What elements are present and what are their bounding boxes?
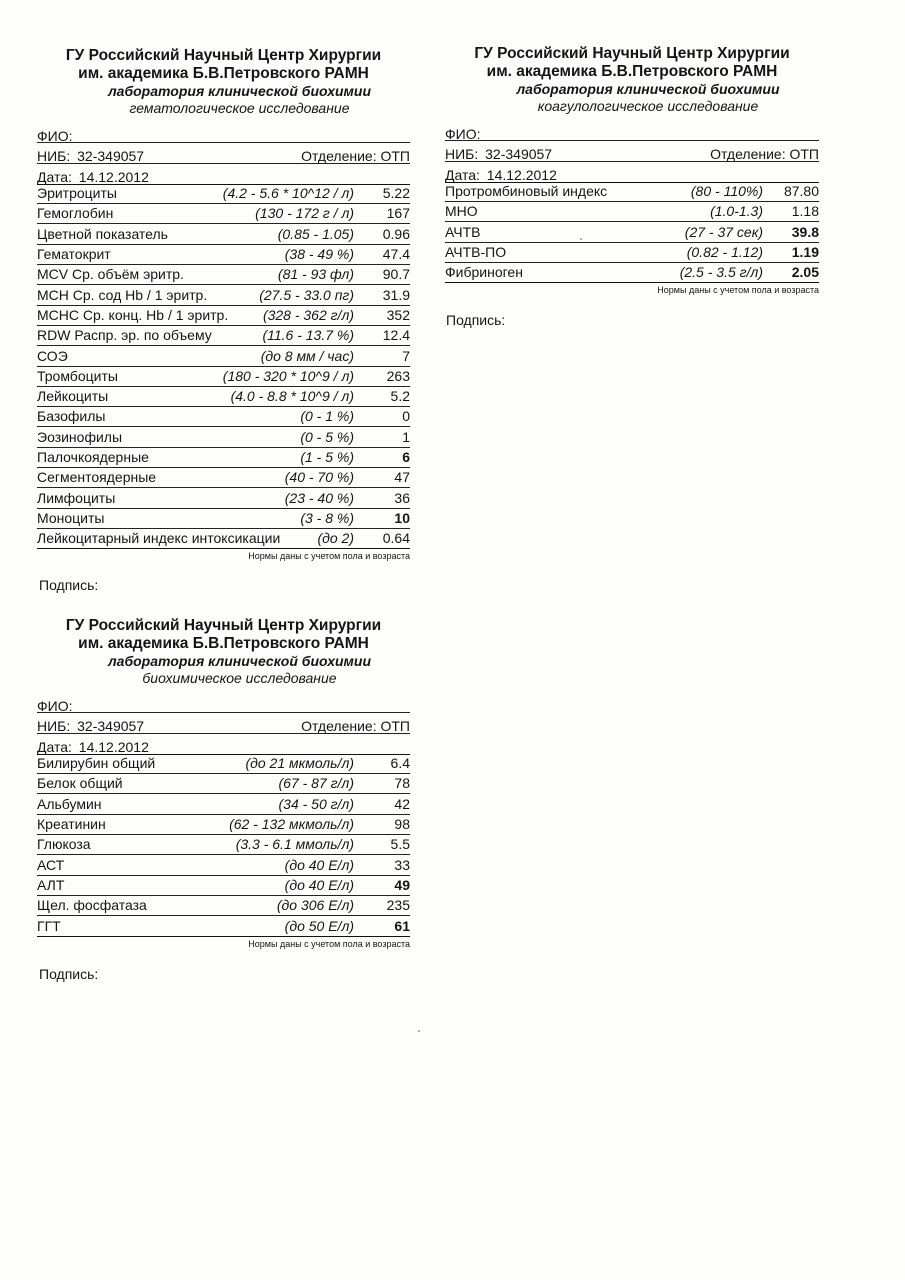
result-value: 1 xyxy=(402,428,410,445)
reference-range: (3.3 - 6.1 ммоль/л) xyxy=(235,836,354,853)
department-value: ОТП xyxy=(380,148,410,165)
reference-range: (81 - 93 фл) xyxy=(277,266,354,283)
norms-note: Нормы даны с учетом пола и возраста xyxy=(248,938,410,949)
reference-range: (23 - 40 %) xyxy=(284,489,354,506)
result-value: 352 xyxy=(386,306,410,323)
department-label: Отделение: xyxy=(710,146,786,163)
reference-range: (38 - 49 %) xyxy=(284,246,354,263)
test-name: Креатинин xyxy=(37,816,106,833)
reference-range: (130 - 172 г / л) xyxy=(255,205,354,222)
results-table xyxy=(37,754,410,937)
test-name: Палочкоядерные xyxy=(37,449,149,466)
test-name: СОЭ xyxy=(37,347,68,364)
reference-range: (1.0-1.3) xyxy=(710,203,763,220)
date-value: 14.12.2012 xyxy=(486,166,557,183)
reference-range: (180 - 320 * 10^9 / л) xyxy=(222,367,354,384)
biochemistry-report xyxy=(37,617,410,950)
test-name: RDW Распр. эр. по объему xyxy=(37,327,212,344)
reference-range: (до 50 Е/л) xyxy=(284,917,354,934)
result-value: 5.5 xyxy=(390,836,410,853)
reference-range: (1 - 5 %) xyxy=(300,449,354,466)
scan-speck xyxy=(580,238,582,240)
result-value: 0.96 xyxy=(382,225,410,242)
result-value: 49 xyxy=(394,876,410,893)
department-value: ОТП xyxy=(789,146,819,163)
reference-range: (до 40 Е/л) xyxy=(284,856,354,873)
fio-label: ФИО: xyxy=(37,698,73,714)
result-row xyxy=(37,468,410,488)
nib-label: НИБ: xyxy=(37,148,71,165)
result-value: 33 xyxy=(394,856,410,873)
nib-label: НИБ: xyxy=(445,146,479,163)
result-row xyxy=(37,916,410,936)
test-name: Гематокрит xyxy=(37,246,111,263)
result-row xyxy=(37,204,410,224)
test-name: Сегментоядерные xyxy=(37,469,157,486)
result-value: 5.22 xyxy=(382,185,410,202)
fio-label: ФИО: xyxy=(445,126,481,142)
report-header xyxy=(37,47,410,117)
result-row xyxy=(37,876,410,896)
result-value: 90.7 xyxy=(382,266,410,283)
test-name: MCH Ср. сод Hb / 1 эритр. xyxy=(37,286,208,303)
institution-name: ГУ Российский Научный Центр Хирургии xyxy=(474,45,790,62)
result-value: 10 xyxy=(394,509,410,526)
department-value: ОТП xyxy=(380,718,410,735)
test-name: Лимфоциты xyxy=(37,489,116,506)
test-name: МНО xyxy=(445,203,478,220)
department xyxy=(710,147,819,161)
result-row xyxy=(37,794,410,814)
result-value: 98 xyxy=(394,816,410,833)
signature-label: Подпись: xyxy=(39,577,99,593)
nib-row xyxy=(37,713,410,733)
institution-name: ГУ Российский Научный Центр Хирургии xyxy=(65,617,382,634)
result-value: 235 xyxy=(386,897,410,914)
reference-range: (2.5 - 3.5 г/л) xyxy=(679,264,763,281)
date-row xyxy=(37,164,410,184)
reference-range: (до 306 Е/л) xyxy=(276,897,354,914)
test-name: АЧТВ xyxy=(445,223,481,240)
result-value: 78 xyxy=(394,775,410,792)
test-name: Билирубин общий xyxy=(37,755,156,772)
result-row xyxy=(445,182,819,202)
result-value: 6 xyxy=(402,449,410,466)
result-value: 6.4 xyxy=(390,755,410,772)
report-header xyxy=(37,617,410,687)
date-label: Дата: xyxy=(37,738,72,755)
report-subtitle: гематологическое исследование xyxy=(129,100,350,116)
test-name: Альбумин xyxy=(37,795,102,812)
reference-range: (4.2 - 5.6 * 10^12 / л) xyxy=(222,185,354,202)
test-name: Лейкоциты xyxy=(37,388,109,405)
test-name: MCV Ср. объём эритр. xyxy=(37,266,184,283)
nib-row xyxy=(37,143,410,163)
date-row xyxy=(37,734,410,754)
department xyxy=(301,719,410,733)
result-value: 42 xyxy=(394,795,410,812)
result-row xyxy=(37,488,410,508)
institution-name-line2: им. академика Б.В.Петровского РАМН xyxy=(78,635,369,652)
result-value: 5.2 xyxy=(390,388,410,405)
report-header xyxy=(445,45,819,115)
result-row xyxy=(37,346,410,366)
result-row xyxy=(37,224,410,244)
result-value: 36 xyxy=(394,489,410,506)
test-name: АЧТВ-ПО xyxy=(445,244,507,261)
reference-range: (11.6 - 13.7 %) xyxy=(262,327,354,344)
result-row xyxy=(445,202,819,222)
norms-note: Нормы даны с учетом пола и возраста xyxy=(657,285,819,296)
result-row xyxy=(37,427,410,447)
test-name: Базофилы xyxy=(37,408,106,425)
date-label: Дата: xyxy=(445,166,480,183)
test-name: Белок общий xyxy=(37,775,123,792)
lab-name: лаборатория клинической биохимии xyxy=(107,653,372,669)
fio-row xyxy=(445,121,819,141)
reference-range: (67 - 87 г/л) xyxy=(278,775,354,792)
result-value: 61 xyxy=(394,917,410,934)
signature-label: Подпись: xyxy=(39,966,99,982)
result-value: 31.9 xyxy=(382,286,410,303)
reference-range: (62 - 132 мкмоль/л) xyxy=(229,816,354,833)
result-row xyxy=(37,815,410,835)
result-value: 167 xyxy=(386,205,410,222)
fio-label: ФИО: xyxy=(37,128,73,144)
result-row xyxy=(37,265,410,285)
test-name: Протромбиновый индекс xyxy=(445,183,608,200)
result-row xyxy=(37,754,410,774)
result-row xyxy=(445,222,819,242)
result-row xyxy=(37,835,410,855)
result-row xyxy=(37,896,410,916)
test-name: Моноциты xyxy=(37,509,105,526)
result-value: 7 xyxy=(402,347,410,364)
reference-range: (0 - 1 %) xyxy=(300,408,354,425)
reference-range: (80 - 110%) xyxy=(690,183,763,200)
reference-range: (0.82 - 1.12) xyxy=(686,244,763,261)
test-name: Глюкоза xyxy=(37,836,91,853)
result-row xyxy=(37,407,410,427)
nib-value: 32-349057 xyxy=(485,146,553,163)
report-subtitle: коагулологическое исследование xyxy=(537,98,759,114)
result-value: 1.18 xyxy=(791,203,819,220)
test-name: Фибриноген xyxy=(445,264,523,281)
result-row xyxy=(37,855,410,875)
nib-label: НИБ: xyxy=(37,718,71,735)
institution-name-line2: им. академика Б.В.Петровского РАМН xyxy=(78,65,369,82)
date-label: Дата: xyxy=(37,168,72,185)
reference-range: (до 2) xyxy=(317,530,354,547)
result-row xyxy=(445,263,819,283)
department-label: Отделение: xyxy=(301,718,377,735)
report-subtitle: биохимическое исследование xyxy=(142,670,337,686)
fio-row xyxy=(37,693,410,713)
result-value: 2.05 xyxy=(791,264,819,281)
result-row xyxy=(37,285,410,305)
test-name: Тромбоциты xyxy=(37,367,118,384)
result-value: 39.8 xyxy=(791,223,819,240)
reference-range: (3 - 8 %) xyxy=(300,509,354,526)
result-row xyxy=(445,243,819,263)
lab-name: лаборатория клинической биохимии xyxy=(107,83,372,99)
results-table xyxy=(37,184,410,549)
reference-range: (27.5 - 33.0 пг) xyxy=(259,286,354,303)
result-row xyxy=(37,184,410,204)
test-name: Цветной показатель xyxy=(37,225,168,242)
date-value: 14.12.2012 xyxy=(78,738,149,755)
reference-range: (до 40 Е/л) xyxy=(284,876,354,893)
result-row xyxy=(37,448,410,468)
result-row xyxy=(37,245,410,265)
department-label: Отделение: xyxy=(301,148,377,165)
reference-range: (0 - 5 %) xyxy=(300,428,354,445)
date-value: 14.12.2012 xyxy=(78,168,149,185)
result-value: 0.64 xyxy=(382,530,410,547)
test-name: Гемоглобин xyxy=(37,205,114,222)
coagulation-report xyxy=(445,45,819,296)
norms-note: Нормы даны с учетом пола и возраста xyxy=(248,551,410,562)
result-row xyxy=(37,306,410,326)
reference-range: (328 - 362 г/л) xyxy=(262,306,354,323)
reference-range: (4.0 - 8.8 * 10^9 / л) xyxy=(230,388,354,405)
institution-name-line2: им. академика Б.В.Петровского РАМН xyxy=(486,63,778,80)
nib-value: 32-349057 xyxy=(77,148,145,165)
nib-row xyxy=(445,141,819,161)
reference-range: (до 8 мм / час) xyxy=(260,347,354,364)
result-row xyxy=(37,774,410,794)
hematology-report xyxy=(37,47,410,562)
result-value: 47.4 xyxy=(382,246,410,263)
result-value: 12.4 xyxy=(382,327,410,344)
result-value: 47 xyxy=(394,469,410,486)
test-name: Эритроциты xyxy=(37,185,117,202)
result-value: 1.19 xyxy=(791,244,819,261)
fio-row xyxy=(37,123,410,143)
results-table xyxy=(445,182,819,283)
institution-name: ГУ Российский Научный Центр Хирургии xyxy=(65,47,382,64)
reference-range: (34 - 50 г/л) xyxy=(278,795,354,812)
result-row xyxy=(37,509,410,529)
result-row xyxy=(37,326,410,346)
test-name: АЛТ xyxy=(37,876,65,893)
test-name: Лейкоцитарный индекс интоксикации xyxy=(37,530,281,547)
result-value: 263 xyxy=(386,367,410,384)
scan-speck xyxy=(418,1030,420,1032)
reference-range: (40 - 70 %) xyxy=(284,469,354,486)
test-name: АСТ xyxy=(37,856,65,873)
test-name: Щел. фосфатаза xyxy=(37,897,147,914)
test-name: ГГТ xyxy=(37,917,61,934)
result-row xyxy=(37,367,410,387)
reference-range: (до 21 мкмоль/л) xyxy=(245,755,354,772)
test-name: MCHC Ср. конц. Hb / 1 эритр. xyxy=(37,306,229,323)
department xyxy=(301,149,410,163)
signature-label: Подпись: xyxy=(446,312,506,328)
reference-range: (27 - 37 сек) xyxy=(684,223,763,240)
result-value: 87.80 xyxy=(783,183,819,200)
lab-name: лаборатория клинической биохимии xyxy=(516,81,780,97)
result-row xyxy=(37,387,410,407)
test-name: Эозинофилы xyxy=(37,428,123,445)
reference-range: (0.85 - 1.05) xyxy=(277,225,354,242)
result-value: 0 xyxy=(402,408,410,425)
result-row xyxy=(37,529,410,549)
date-row xyxy=(445,162,819,182)
nib-value: 32-349057 xyxy=(77,718,145,735)
